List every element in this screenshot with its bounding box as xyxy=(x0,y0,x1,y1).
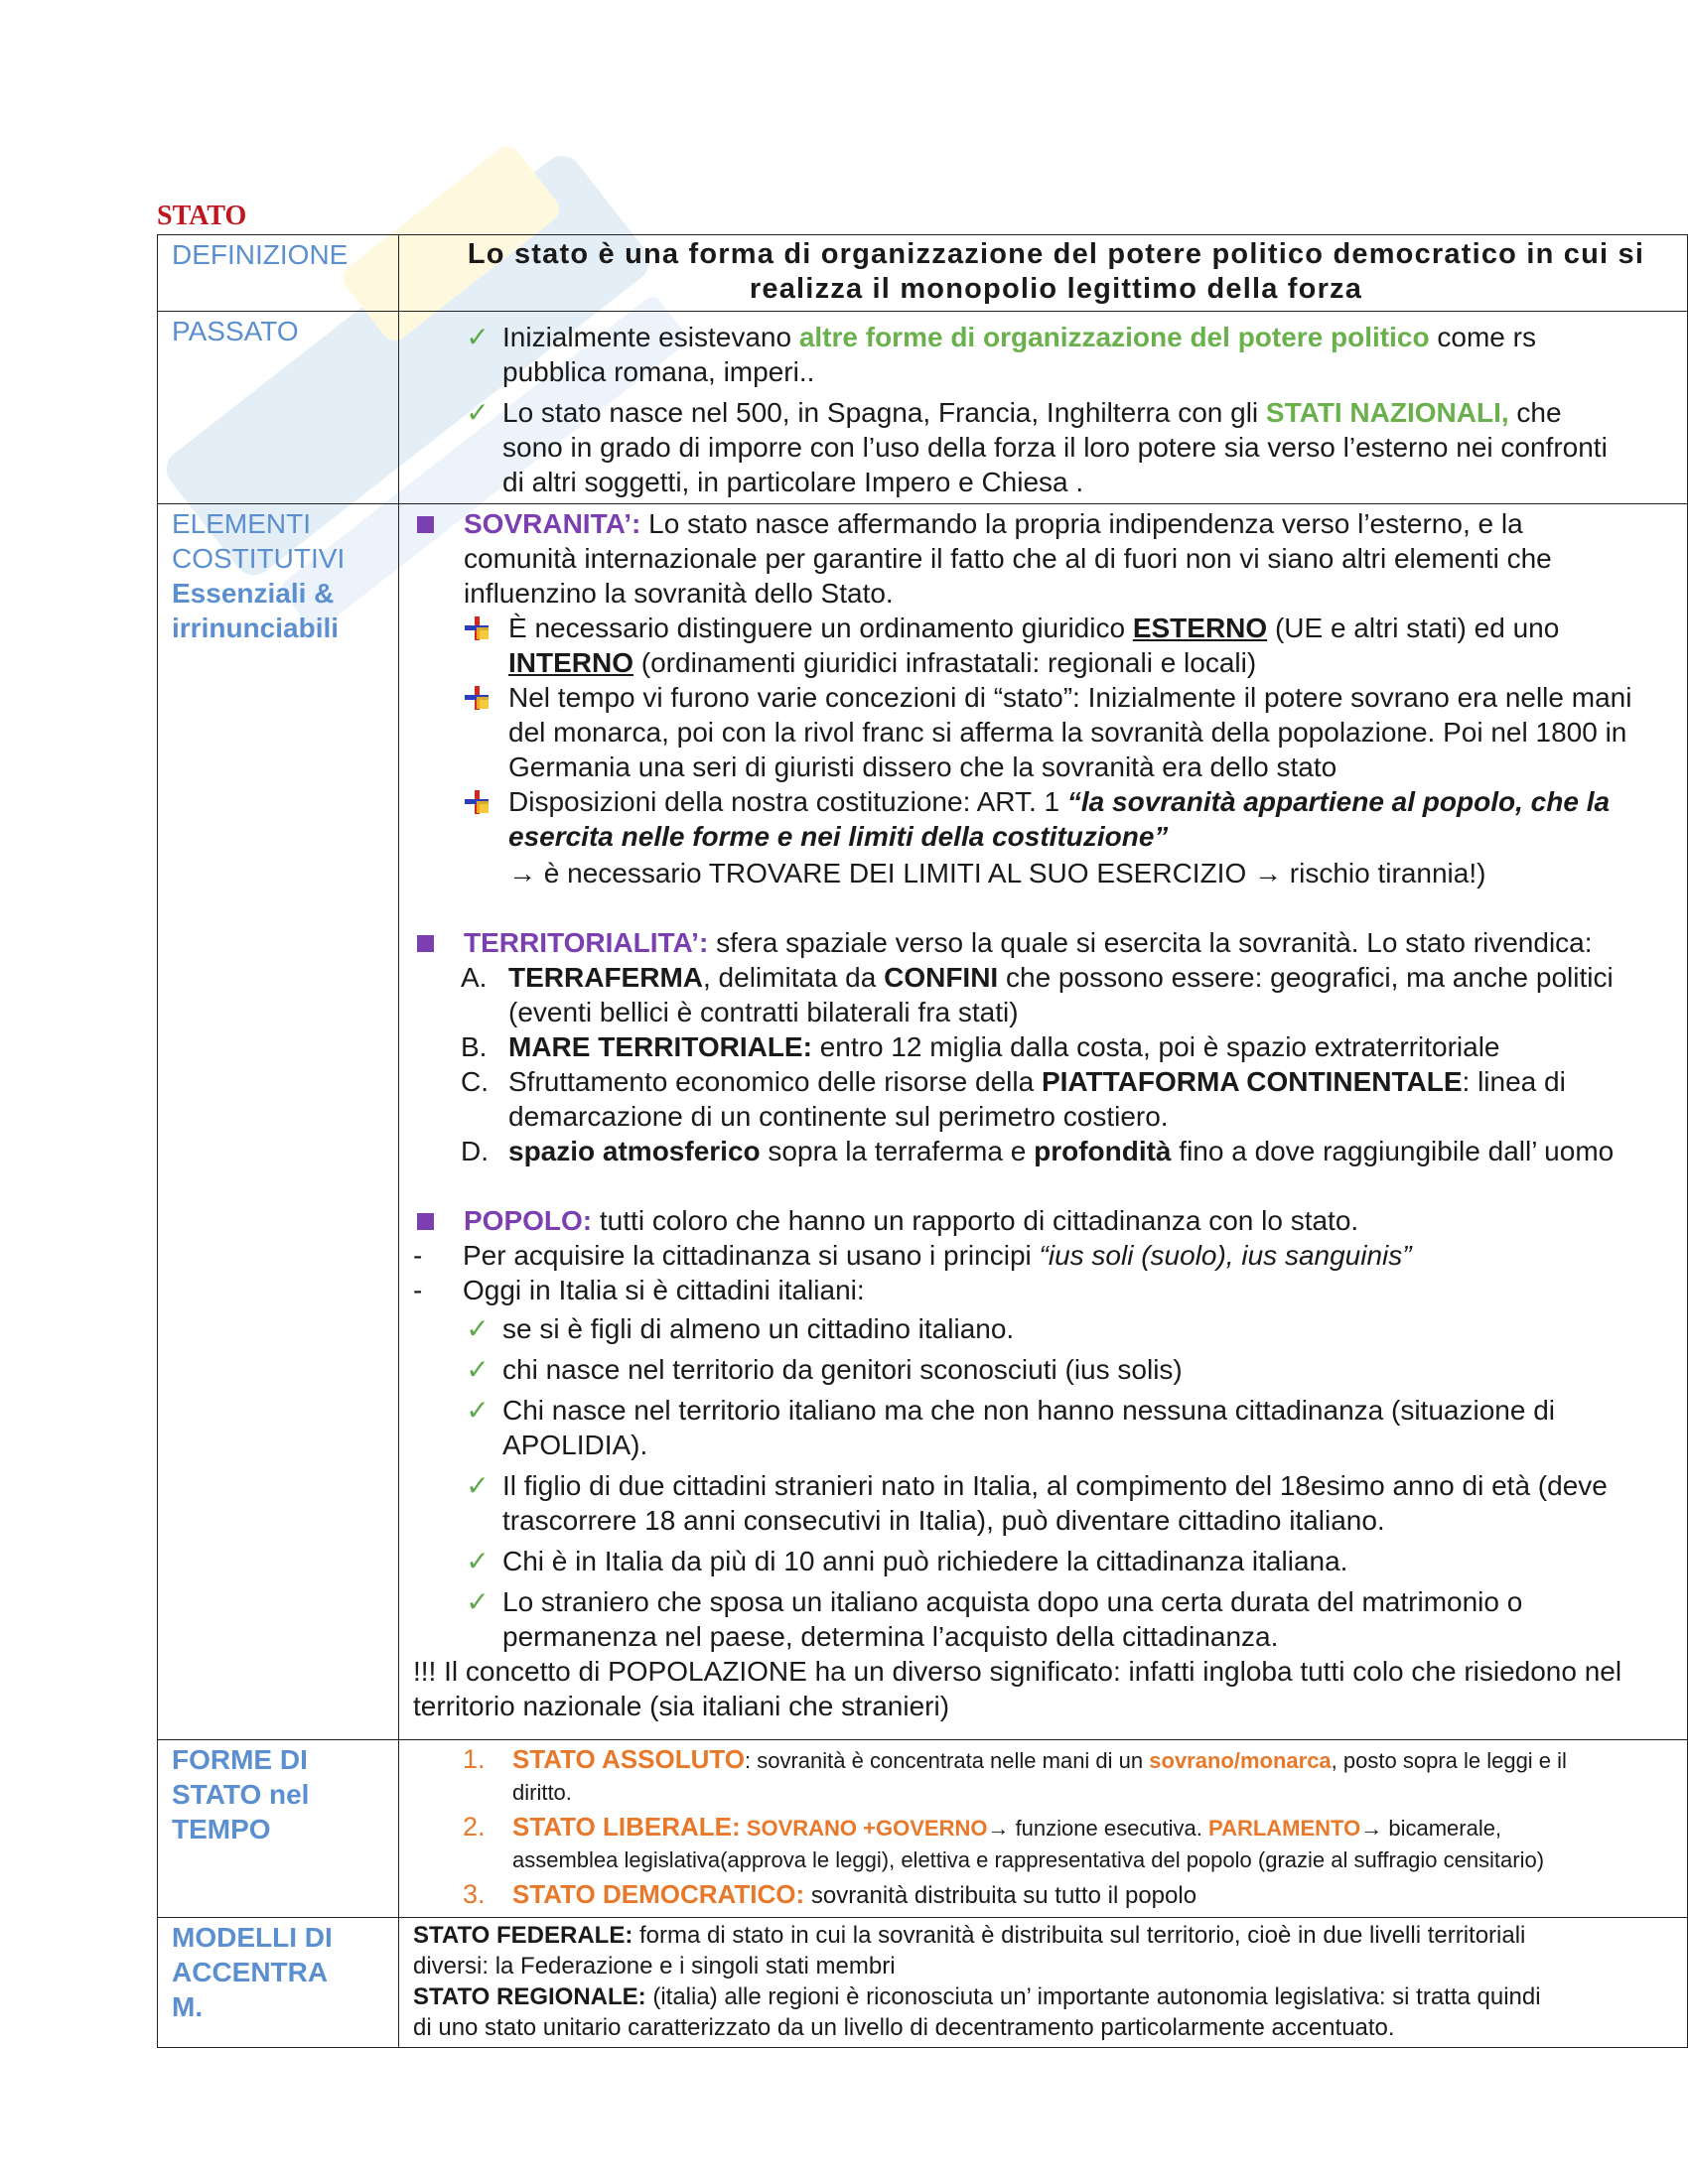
row-modelli: MODELLI DI ACCENTRA M. STATO FEDERALE: forma di stato in cui la sovranità è distribuita sul territorio, cioè in due livelli territoriali diversi: la Federazione e i singoli stati membri STATO REGIONALE: (italia) alle regioni è riconosciuta un’ importante autonomia legislativa: si tratta quindi di uno stato unitario caratterizzato da un livello di decentramento particolarmente accentuato. xyxy=(158,1918,1688,2048)
list-item: 2. STATO LIBERALE: SOVRANO +GOVERNO→ funzione esecutiva. PARLAMENTO→ bicamerale, assemblea legislativa(approva le leggi), elettiva e rappresentativa del popolo (grazie al suffragio censitario) xyxy=(463,1812,1545,1872)
note-popolazione: !!! Il concetto di POPOLAZIONE ha un diverso significato: infatti ingloba tutti colo che risiedono nel xyxy=(413,1656,1622,1687)
list-item: ✓ Lo stato nasce nel 500, in Spagna, Francia, Inghilterra con gli STATI NAZIONALI, che sono in grado di imporre con l’uso della forza il loro potere sia verso l’esterno nei confronti di altri soggetti, in particolare Impero e Chiesa . xyxy=(413,395,1687,499)
check-icon: ✓ xyxy=(466,1546,490,1576)
list-item: ✓ Chi è in Italia da più di 10 anni può richiedere la cittadinanza italiana. xyxy=(413,1544,1687,1578)
list-item: A. TERRAFERMA, delimitata da CONFINI che possono essere: geografici, ma anche politici (eventi bellici è contratti bilaterali fra stati) xyxy=(461,962,1614,1027)
list-item: ✓ Chi nasce nel territorio italiano ma che non hanno nessuna cittadinanza (situazione di APOLIDIA). xyxy=(413,1393,1687,1462)
page-title: STATO xyxy=(157,201,247,231)
list-item: - Oggi in Italia si è cittadini italiani: xyxy=(413,1275,865,1305)
list-item: ✓ se si è figli di almeno un cittadino italiano. xyxy=(413,1311,1687,1346)
section-sovranita: SOVRANITA’: Lo stato nasce affermando la propria indipendenza verso l’esterno, e la comunità internazionale per garantire il fatto che al di fuori non vi siano altri elementi che influenzino la sovranità dello Stato. xyxy=(413,506,1687,611)
row-forme: FORME DI STATO nel TEMPO 1. STATO ASSOLUTO: sovranità è concentrata nelle mani di un sovrano/monarca, posto sopra le leggi e il diritto. 2. STATO LIBERALE: SOVRANO +GOVERNO→ funzione esecutiva. PARLAMENTO→ bicamerale, assemblea legislativa(approva le leggi), elettiva e rappresentativa del popolo (grazie al suffragio censitario) 3. STATO DEMOCRATICO: sovranità distribuita su tutto il popolo xyxy=(158,1740,1688,1918)
colored-cross-bullet-icon xyxy=(465,686,489,710)
label-definizione: DEFINIZIONE xyxy=(158,235,399,312)
stato-federale-head: STATO FEDERALE: xyxy=(413,1922,633,1949)
list-item: ✓ Inizialmente esistevano altre forme di organizzazione del potere politico come rs pubblica romana, imperi.. xyxy=(413,320,1687,389)
section-popolo: POPOLO: tutti coloro che hanno un rapporto di cittadinanza con lo stato. xyxy=(413,1203,1687,1238)
square-bullet-icon xyxy=(417,1213,434,1230)
definition-line-1: Lo stato è una forma di organizzazione del potere politico democratico in cui si xyxy=(467,238,1645,270)
dash-bullet: - xyxy=(413,1240,423,1271)
list-item: È necessario distinguere un ordinamento giuridico ESTERNO (UE e altri stati) ed uno INTERNO (ordinamenti giuridici infrastatali: regionali e locali) xyxy=(413,611,1687,680)
list-item: C. Sfruttamento economico delle risorse della PIATTAFORMA CONTINENTALE: linea di demarcazione di un continente sul perimetro costiero. xyxy=(461,1066,1566,1132)
label-modelli: MODELLI DI xyxy=(172,1922,333,1953)
label-passato: PASSATO xyxy=(158,312,399,504)
section-territorialita: TERRITORIALITA’: sfera spaziale verso la quale si esercita la sovranità. Lo stato rivendica: xyxy=(413,925,1687,960)
list-item: ✓ Lo straniero che sposa un italiano acquista dopo una certa durata del matrimonio o permanenza nel paese, determina l’acquisto della cittadinanza. xyxy=(413,1584,1687,1654)
label-forme: FORME DI xyxy=(172,1744,308,1775)
stato-table xyxy=(157,234,1688,2048)
list-item: B. MARE TERRITORIALE: entro 12 miglia dalla costa, poi è spazio extraterritoriale xyxy=(461,1031,1500,1062)
list-item: Disposizioni della nostra costituzione: ART. 1 “la sovranità appartiene al popolo, che la esercita nelle forme e nei limiti della costituzione” → è necessario TROVARE DEI LIMITI AL SUO ESERCIZIO → rischio tirannia!) xyxy=(413,784,1687,890)
list-item: 3. STATO DEMOCRATICO: sovranità distribuita su tutto il popolo xyxy=(463,1879,1197,1909)
dash-bullet: - xyxy=(413,1275,423,1305)
check-icon: ✓ xyxy=(466,322,490,352)
list-item: 1. STATO ASSOLUTO: sovranità è concentrata nelle mani di un sovrano/monarca, posto sopra le leggi e il diritto. xyxy=(463,1744,1567,1805)
stato-regionale-head: STATO REGIONALE: xyxy=(413,1983,646,2010)
list-item: - Per acquisire la cittadinanza si usano i principi “ius soli (suolo), ius sanguinis” xyxy=(413,1240,1412,1271)
definition-line-2: realizza il monopolio legittimo della forza xyxy=(749,273,1363,305)
check-icon: ✓ xyxy=(466,1313,490,1344)
colored-cross-bullet-icon xyxy=(465,790,489,814)
square-bullet-icon xyxy=(417,935,434,952)
list-item: Nel tempo vi furono varie concezioni di “stato”: Inizialmente il potere sovrano era nelle mani del monarca, poi con la rivol franc si afferma la sovranità della popolazione. Poi nel 1800 in Germania una seri di giuristi dissero che la sovranità era dello stato xyxy=(413,680,1687,784)
label-elementi: ELEMENTI xyxy=(172,508,312,539)
row-elementi: ELEMENTI COSTITUTIVI Essenziali & irrinunciabili SOVRANITA’: Lo stato nasce affermando la propria indipendenza verso l’esterno, e la comunità internazionale per garantire il fatto che al di fuori non vi siano altri elementi che influenzino la sovranità dello Stato. È necessario distinguere un ordinamento giuridico ESTERNO (UE e altri stati) ed uno INTERNO (ordinamenti giuridici infrastatali: regionali e locali) Nel tempo vi furono varie concezioni di “stato”: Inizialmente il potere sovrano era nelle mani del monarca, poi con la rivol franc si afferma la sovranità della popolazione. Poi nel 1800 in Germania una seri di giuristi dissero che la sovranità era dello stato Disposizioni della nostra costituzione: ART. 1 “la sovranità appartiene al popolo, che la esercita nelle forme e nei limiti della costituzione” → è necessario TROVARE DEI LIMITI AL SUO ESERCIZIO → rischio tirannia!) TERRITORIALITA’: sfera spaziale verso la quale si esercita la sovranità. Lo stato rivendica: A. TERRAFERMA, delimitata da CONFINI che possono essere: geografici, ma anche politici (eventi bellici è contratti bilaterali fra stati) B. MARE TERRITORIALE: entro 12 miglia dalla costa, poi è spazio extraterritoriale C. Sfruttamento economico delle risorse della PIATTAFORMA CONTINENTALE: linea di demarcazione di un continente sul perimetro costiero. D. spazio atmosferico sopra la terraferma e profondità fino a dove raggiungibile dall’ uomo POPOLO: tutti coloro che hanno un rapporto di cittadinanza con lo stato. - Per acquisire la cittadinanza si usano i principi “ius soli (suolo), ius sanguinis” - Oggi in Italia si è cittadini italiani: ✓ se si è figli di almeno un cittadino italiano. ✓ chi nasce nel territorio da genitori sconosciuti (ius solis) ✓ Chi nasce nel territorio italiano ma che non hanno nessuna cittadinanza (situazione di APOLIDIA). ✓ Il figlio di due cittadini stranieri nato in Italia, al compimento del 18esimo anno di età (deve trascorrere 18 anni consecutivi in Italia), può diventare cittadino italiano. ✓ Chi è in Italia da più di 10 anni può richiedere la cittadinanza italiana. ✓ Lo straniero che sposa un italiano acquista dopo una certa durata del matrimonio o permanenza nel paese, determina l’acquisto della cittadinanza. !!! Il concetto di POPOLAZIONE ha un diverso significato: infatti ingloba tutti colo che risiedono nel territorio nazionale (sia italiani che stranieri) xyxy=(158,504,1688,1740)
check-icon: ✓ xyxy=(466,1586,490,1617)
check-icon: ✓ xyxy=(466,397,490,428)
row-definizione xyxy=(158,235,1688,312)
row-passato xyxy=(158,312,1688,504)
list-item: ✓ chi nasce nel territorio da genitori sconosciuti (ius solis) xyxy=(413,1352,1687,1387)
check-icon: ✓ xyxy=(466,1470,490,1501)
list-item: D. spazio atmosferico sopra la terraferma e profondità fino a dove raggiungibile dall’ uomo xyxy=(461,1136,1615,1166)
list-item: ✓ Il figlio di due cittadini stranieri nato in Italia, al compimento del 18esimo anno di età (deve trascorrere 18 anni consecutivi in Italia), può diventare cittadino italiano. xyxy=(413,1468,1687,1538)
colored-cross-bullet-icon xyxy=(465,616,489,640)
check-icon: ✓ xyxy=(466,1395,490,1426)
check-icon: ✓ xyxy=(466,1354,490,1385)
square-bullet-icon xyxy=(417,516,434,533)
